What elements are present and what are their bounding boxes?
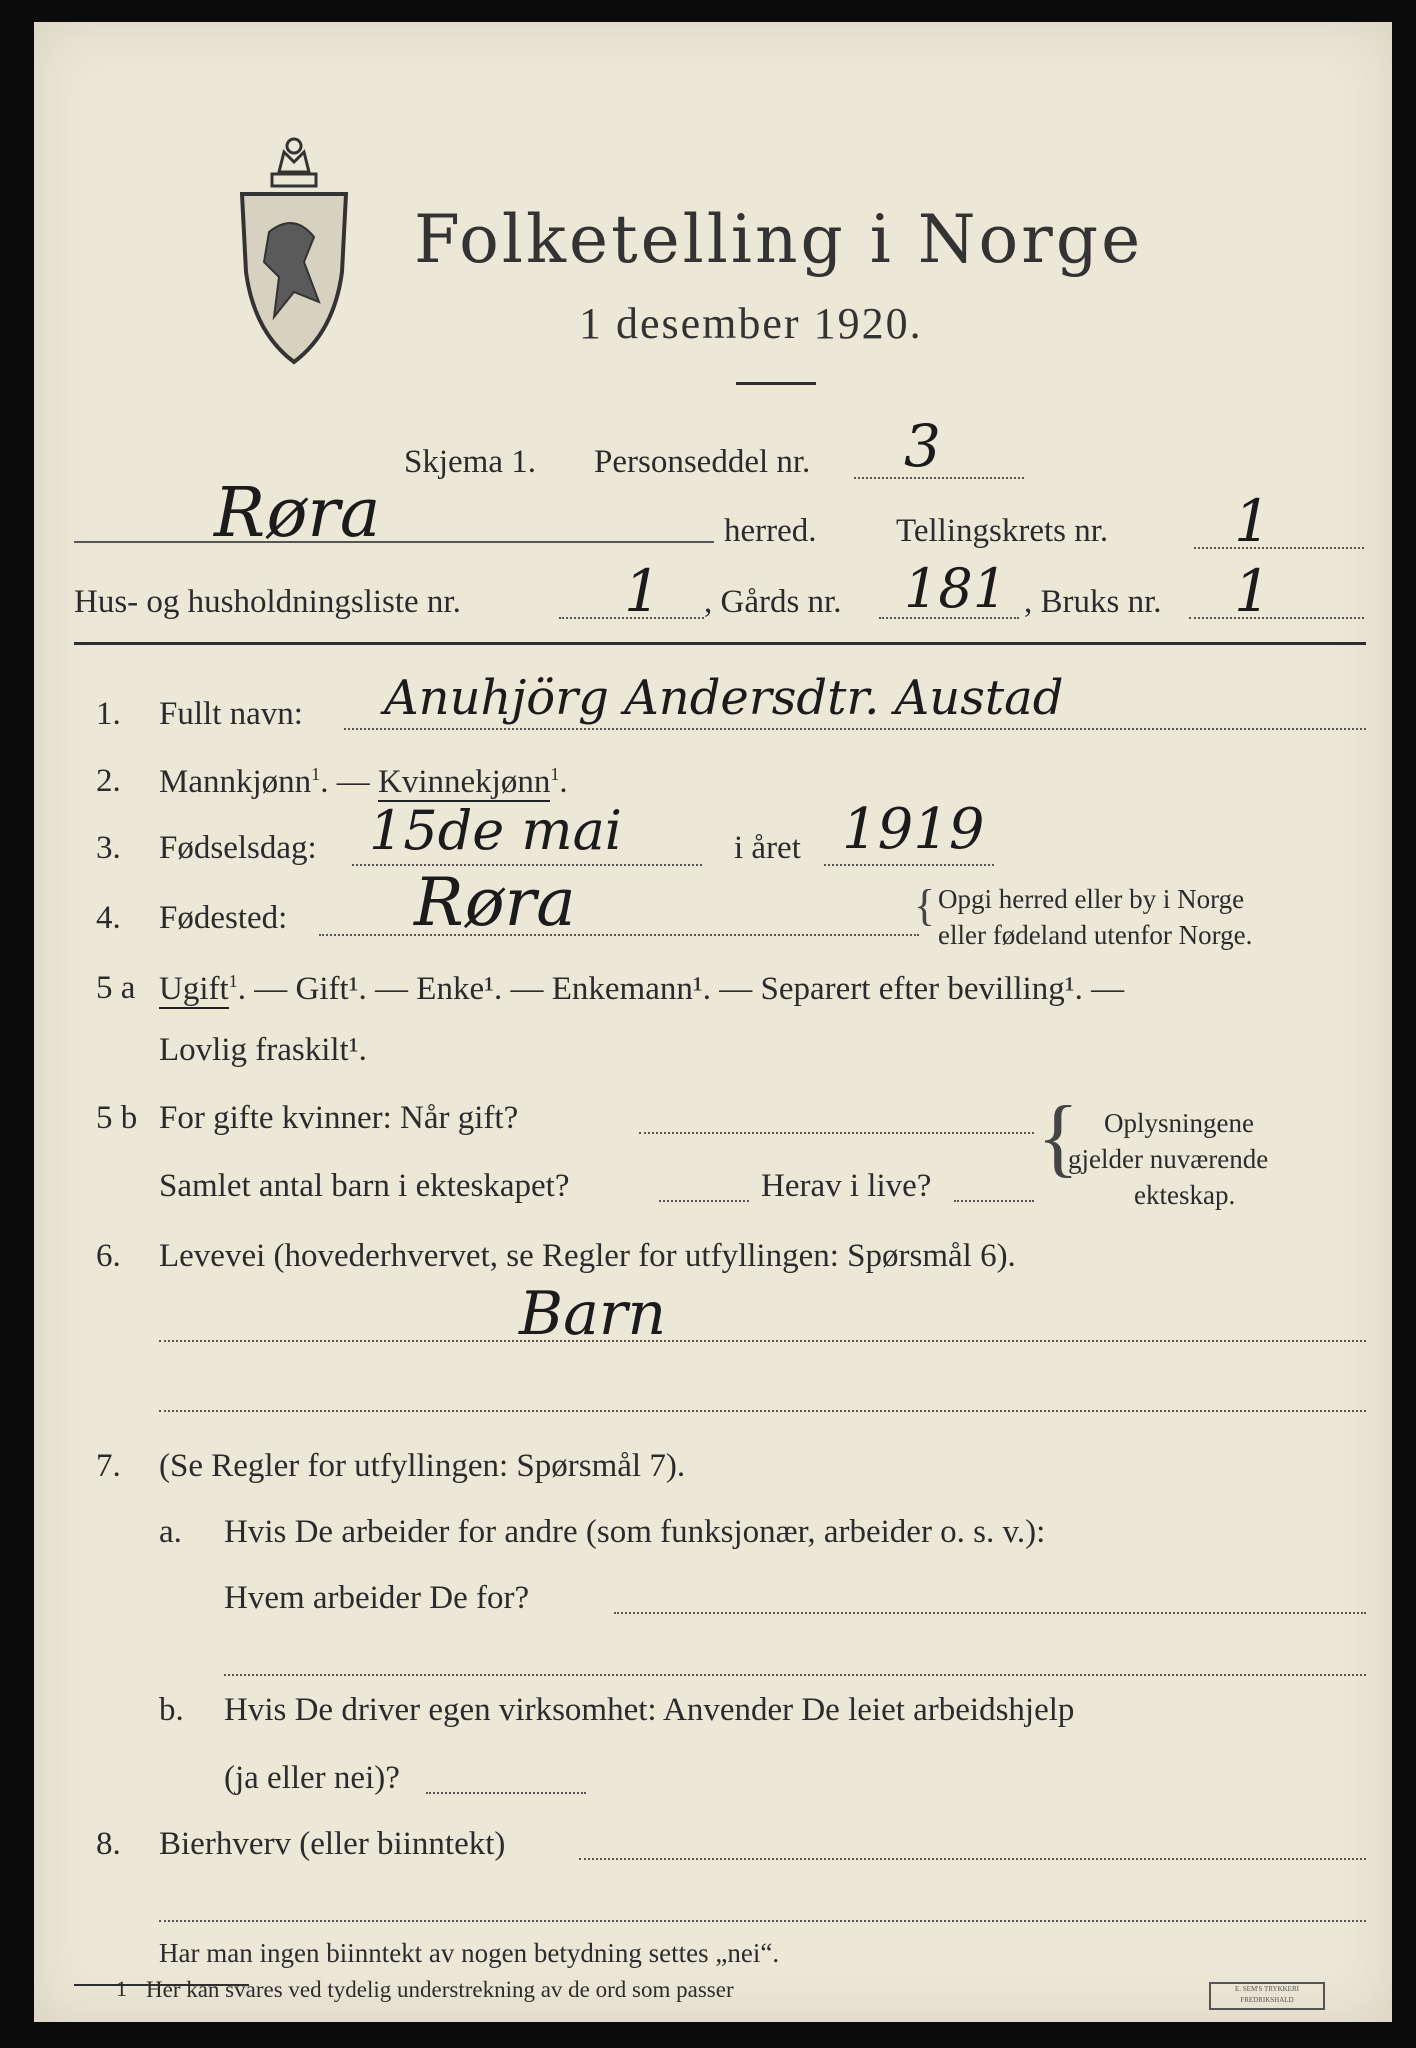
q3-year-label: i året — [734, 830, 801, 866]
q5b-note-line1: Oplysningene — [1104, 1108, 1254, 1138]
q7b-line2: (ja eller nei)? — [224, 1760, 400, 1796]
q7a-line — [614, 1612, 1366, 1614]
q5b-brace: { — [1037, 1089, 1080, 1186]
personseddel-label: Personseddel nr. — [594, 444, 811, 480]
herred-line — [74, 541, 714, 543]
header-divider — [74, 642, 1366, 645]
q5b-married-line — [639, 1132, 1034, 1134]
q6-line2 — [159, 1410, 1366, 1412]
q7b-letter: b. — [159, 1692, 184, 1728]
q7b-text: Hvis De driver egen virksomhet: Anvender De leiet arbeidshjelp — [224, 1692, 1075, 1728]
q5a-options: Ugift$^1$. — Gift¹. — Enke¹. — Enkemann¹. — Separert efter bevilling¹. — — [159, 971, 1125, 1007]
tellingskrets-label: Tellingskrets nr. — [896, 513, 1109, 549]
q7-label: (Se Regler for utfyllingen: Spørsmål 7). — [159, 1448, 686, 1484]
tellingskrets-value: 1 — [1234, 487, 1271, 555]
q5a-number: 5 a — [96, 970, 136, 1006]
q1-number: 1. — [96, 696, 121, 732]
q4-number: 4. — [96, 900, 121, 936]
hus-value: 1 — [624, 557, 661, 625]
q1-label: Fullt navn: — [159, 696, 303, 732]
form-date: 1 desember 1920. — [579, 299, 923, 348]
q4-brace: { — [914, 881, 936, 930]
q5a-line2: Lovlig fraskilt¹. — [159, 1032, 367, 1068]
q8-line2 — [159, 1920, 1366, 1922]
footnote-mark: 1 — [116, 1976, 127, 2001]
q5b-note-line2: gjelder nuværende — [1068, 1144, 1269, 1174]
q5b-alive-line — [954, 1200, 1034, 1202]
q5b-herav: Herav i live? — [761, 1168, 932, 1204]
printer-stamp: E. SEM'S TRYKKERI FREDRIKSHALD — [1209, 1982, 1325, 2010]
herred-value: Røra — [214, 474, 381, 553]
q7a-text: Hvis De arbeider for andre (som funksjonær, arbeider o. s. v.): — [224, 1514, 1046, 1550]
q2-female-option: Kvinnekjønn — [378, 764, 551, 800]
q6-label: Levevei (hovederhvervet, se Regler for utfyllingen: Spørsmål 6). — [159, 1238, 1016, 1274]
q7b-line — [426, 1792, 586, 1794]
q4-line — [319, 934, 919, 936]
q3-year-line — [824, 864, 994, 866]
herred-label: herred. — [724, 513, 817, 549]
q4-label: Fødested: — [159, 900, 288, 936]
q1-value: Anuhjörg Andersdtr. Austad — [384, 670, 1064, 726]
q5b-children-line — [659, 1200, 749, 1202]
form-title: Folketelling i Norge — [414, 201, 1144, 278]
q7a-line-extra — [224, 1674, 1366, 1676]
q7-number: 7. — [96, 1448, 121, 1484]
q2-number: 2. — [96, 763, 121, 799]
tellingskrets-line — [1194, 547, 1364, 549]
q7a-letter: a. — [159, 1514, 182, 1550]
q8-label: Bierhverv (eller biinntekt) — [159, 1826, 506, 1862]
skjema-label: Skjema 1. — [404, 444, 536, 480]
biinntekt-note: Har man ingen biinntekt av nogen betydning settes „nei“. — [159, 1938, 780, 1968]
q3-number: 3. — [96, 830, 121, 866]
coat-of-arms-icon — [234, 132, 354, 367]
q1-line — [344, 728, 1366, 730]
title-divider — [736, 382, 816, 385]
q3-day-value: 15de mai — [369, 799, 623, 862]
q4-note-line2: eller fødeland utenfor Norge. — [938, 920, 1253, 950]
q2-options: Mannkjønn$^1$. — Kvinnekjønn$^1$. — [159, 764, 568, 800]
q2-male-option: Mannkjønn — [159, 764, 312, 800]
q4-note-line1: Opgi herred eller by i Norge — [938, 884, 1245, 914]
hus-label: Hus- og husholdningsliste nr. — [74, 584, 461, 620]
personseddel-value: 3 — [904, 412, 941, 480]
q5b-number: 5 b — [96, 1100, 138, 1136]
q6-value: Barn — [519, 1279, 667, 1349]
q6-number: 6. — [96, 1238, 121, 1274]
q5b-label: For gifte kvinner: Når gift? — [159, 1100, 519, 1136]
q3-label: Fødselsdag: — [159, 830, 317, 866]
q5b-note-line3: ekteskap. — [1134, 1180, 1236, 1210]
gards-label: , Gårds nr. — [704, 584, 842, 620]
q3-year-value: 1919 — [842, 797, 985, 862]
q8-line1 — [579, 1858, 1366, 1860]
bruks-line — [1189, 617, 1364, 619]
footnote-text: Her kan svares ved tydelig understrekning av de ord som passer — [146, 1977, 734, 2002]
q6-line1 — [159, 1340, 1366, 1342]
q4-value: Røra — [414, 864, 576, 941]
bruks-value: 1 — [1234, 557, 1271, 625]
bruks-label: , Bruks nr. — [1024, 584, 1162, 620]
q7a-line2: Hvem arbeider De for? — [224, 1580, 530, 1616]
census-form-page — [34, 22, 1392, 2022]
gards-value: 181 — [904, 557, 1008, 620]
q5b-line2: Samlet antal barn i ekteskapet? — [159, 1168, 570, 1204]
q5a-ugift-option: Ugift — [159, 971, 229, 1007]
q8-number: 8. — [96, 1826, 121, 1862]
